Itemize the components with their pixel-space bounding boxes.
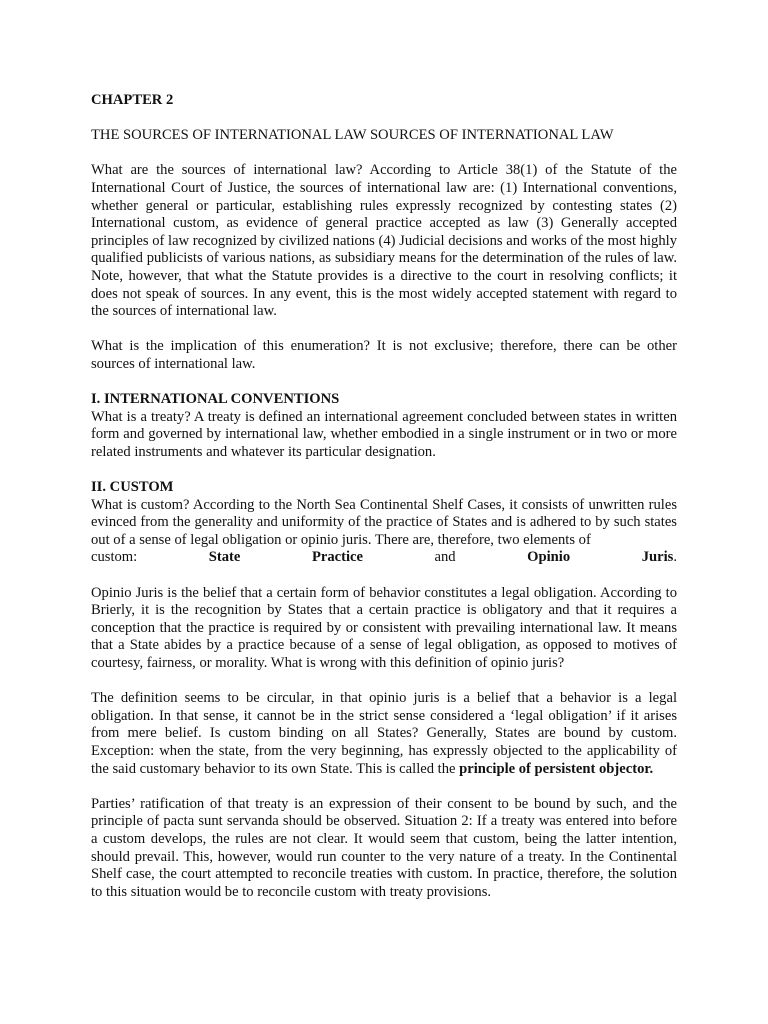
document-title: THE SOURCES OF INTERNATIONAL LAW SOURCES OF INTERNATIONAL LAW (91, 127, 614, 144)
elements-word-opinio: Opinio (527, 549, 571, 566)
conventions-paragraph: What is a treaty? A treaty is defined an international agreement concluded between states in written form and governed by international law, whether embodied in a single instrument or in two or more related instruments and whatever its particular designation. (91, 408, 677, 460)
definition-text: The definition seems to be circular, in that opinio juris is a belief that a behavior is a legal obligation. In that sense, it cannot be in the strict sense considered a ‘legal obligation’ if it arises from mere belief. Is custom binding on all States? Generally, States are bound by custom. Exception: when the state, from the very beginning, has expressly objected to the applicability of the said customary behavior to its own State. This is called the (91, 690, 677, 777)
section-heading-custom: II. CUSTOM (91, 479, 174, 496)
custom-elements-line (91, 549, 677, 567)
custom-paragraph: What is custom? According to the North Sea Continental Shelf Cases, it consists of unwritten rules evinced from the generality and uniformity of the practice of States and is adhered to by such states out of a sense of legal obligation or opinio juris. There are, therefore, two elements of (91, 496, 677, 548)
elements-word-and: and (434, 549, 456, 566)
parties-paragraph: Parties’ ratification of that treaty is an expression of their consent to be bound by such, and the principle of pacta sunt servanda should be observed. Situation 2: If a treaty was entered into before a custom develops, the rules are not clear. It would seem that custom, being the latter intention, should prevail. This, however, would run counter to the very nature of a treaty. In the Continental Shelf case, the court attempted to reconcile treaties with custom. In practice, therefore, the solution to this situation would be to reconcile custom with treaty provisions. (91, 795, 677, 900)
definition-paragraph (91, 690, 677, 778)
chapter-heading: CHAPTER 2 (91, 92, 174, 108)
opinio-juris-paragraph: Opinio Juris is the belief that a certain form of behavior constitutes a legal obligation. According to Brierly, it is the recognition by States that a certain practice is obligatory and that it requires a conception that the practice is required by or consistent with prevailing international law. It means that a State abides by a practice because of a sense of legal obligation, as opposed to motives of courtesy, fairness, or morality. What is wrong with this definition of opinio juris? (91, 584, 677, 671)
elements-period: . (673, 549, 677, 566)
elements-word-custom: custom: (91, 549, 138, 566)
document-page (91, 92, 677, 901)
persistent-objector-term: principle of persistent objector. (459, 760, 654, 777)
elements-word-juris-group (642, 549, 677, 567)
section-heading-conventions: I. INTERNATIONAL CONVENTIONS (91, 391, 340, 408)
elements-word-practice: Practice (311, 549, 363, 566)
elements-word-juris: Juris (641, 549, 674, 566)
elements-word-state: State (208, 549, 241, 566)
intro-paragraph-1: What are the sources of international law? According to Article 38(1) of the Statute of the International Court of Justice, the sources of international law are: (1) International conventions, whether general or particular, establishing rules expressly recognized by contesting states (2) International custom, as evidence of general practice accepted as law (3) Generally accepted principles of law recognized by civilized nations (4) Judicial decisions and works of the most highly qualified publicists of various nations, as subsidiary means for the determination of the rules of law. Note, however, that what the Statute provides is a directive to the court in resolving conflicts; it does not speak of sources. In any event, this is the most widely accepted statement with regard to the sources of international law. (91, 162, 677, 320)
intro-paragraph-2: What is the implication of this enumeration? It is not exclusive; therefore, there can be other sources of international law. (91, 338, 677, 372)
